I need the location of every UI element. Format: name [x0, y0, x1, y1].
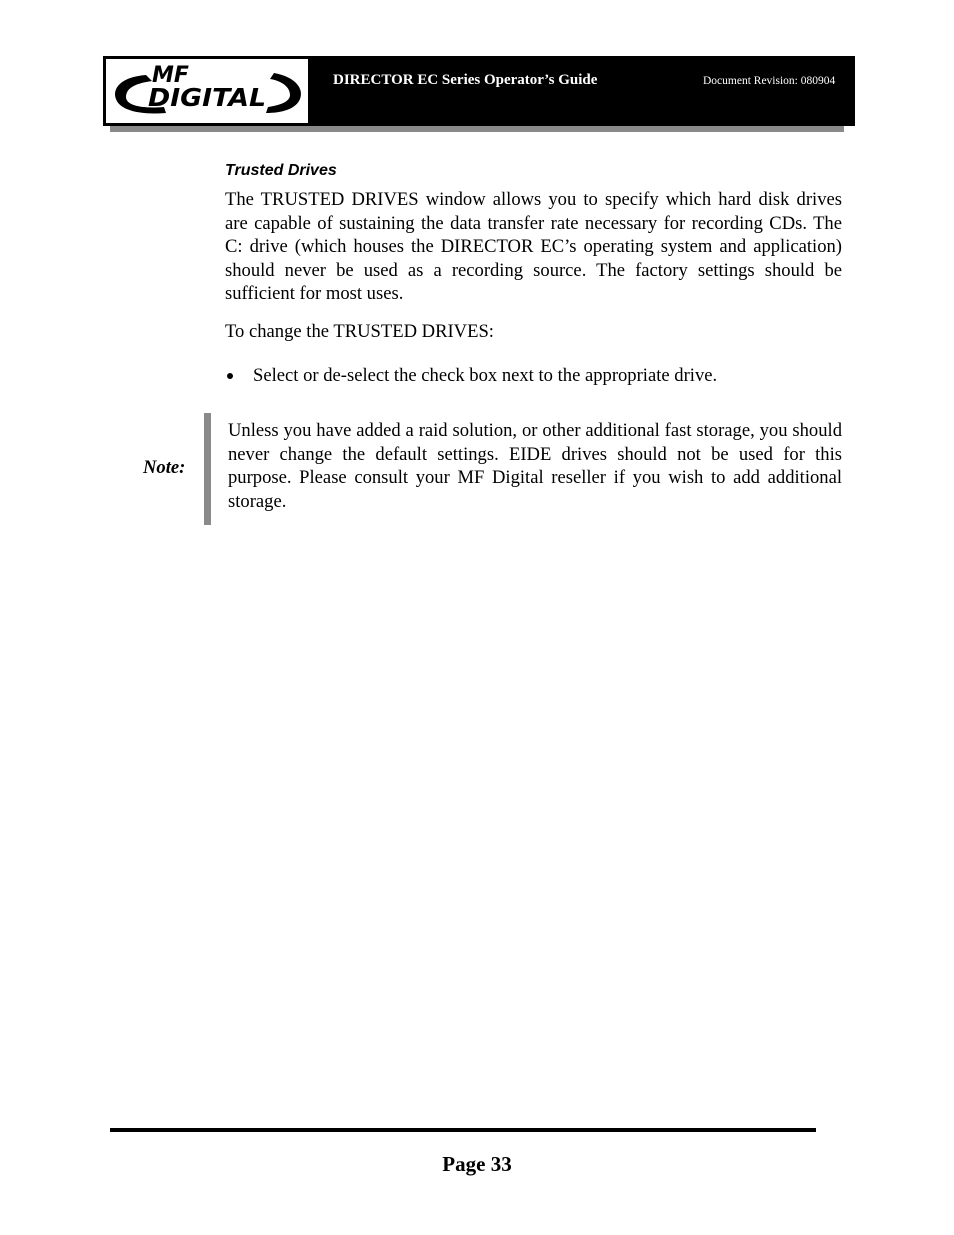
note-text: Unless you have added a raid solution, or other additional fast storage, you should never change the default settings. EIDE drives should not be used for this purpose. Please consult your MF Digital reseller if you wish to add additional storage.	[228, 420, 842, 512]
section-paragraph: The TRUSTED DRIVES window allows you to specify which hard disk drives are capable of sustaining the data transfer rate necessary for recording CDs. The C: drive (which houses the DIRECTOR EC’s operating system and application) should never be used as a recording source. The factory settings should be sufficient for most uses.	[225, 189, 842, 305]
instruction-intro: To change the TRUSTED DRIVES:	[225, 321, 494, 342]
note-bar	[204, 413, 211, 525]
page-number: Page 33	[442, 1152, 512, 1176]
note-label: Note:	[143, 457, 186, 478]
list-item-text: Select or de-select the check box next to the appropriate drive.	[253, 365, 718, 386]
header-shadow	[110, 125, 844, 132]
document-title: DIRECTOR EC Series Operator’s Guide	[333, 72, 598, 88]
mf-digital-logo-icon	[106, 59, 308, 123]
logo-text-bottom: DIGITAL	[148, 83, 266, 112]
list-item	[225, 364, 842, 388]
bullet-icon	[227, 373, 233, 379]
instruction-list	[225, 364, 842, 388]
footer-rule	[110, 1128, 816, 1132]
logo-text-top: MF	[152, 63, 189, 88]
section-heading: Trusted Drives	[225, 162, 337, 179]
document-revision: Document Revision: 080904	[703, 75, 836, 87]
